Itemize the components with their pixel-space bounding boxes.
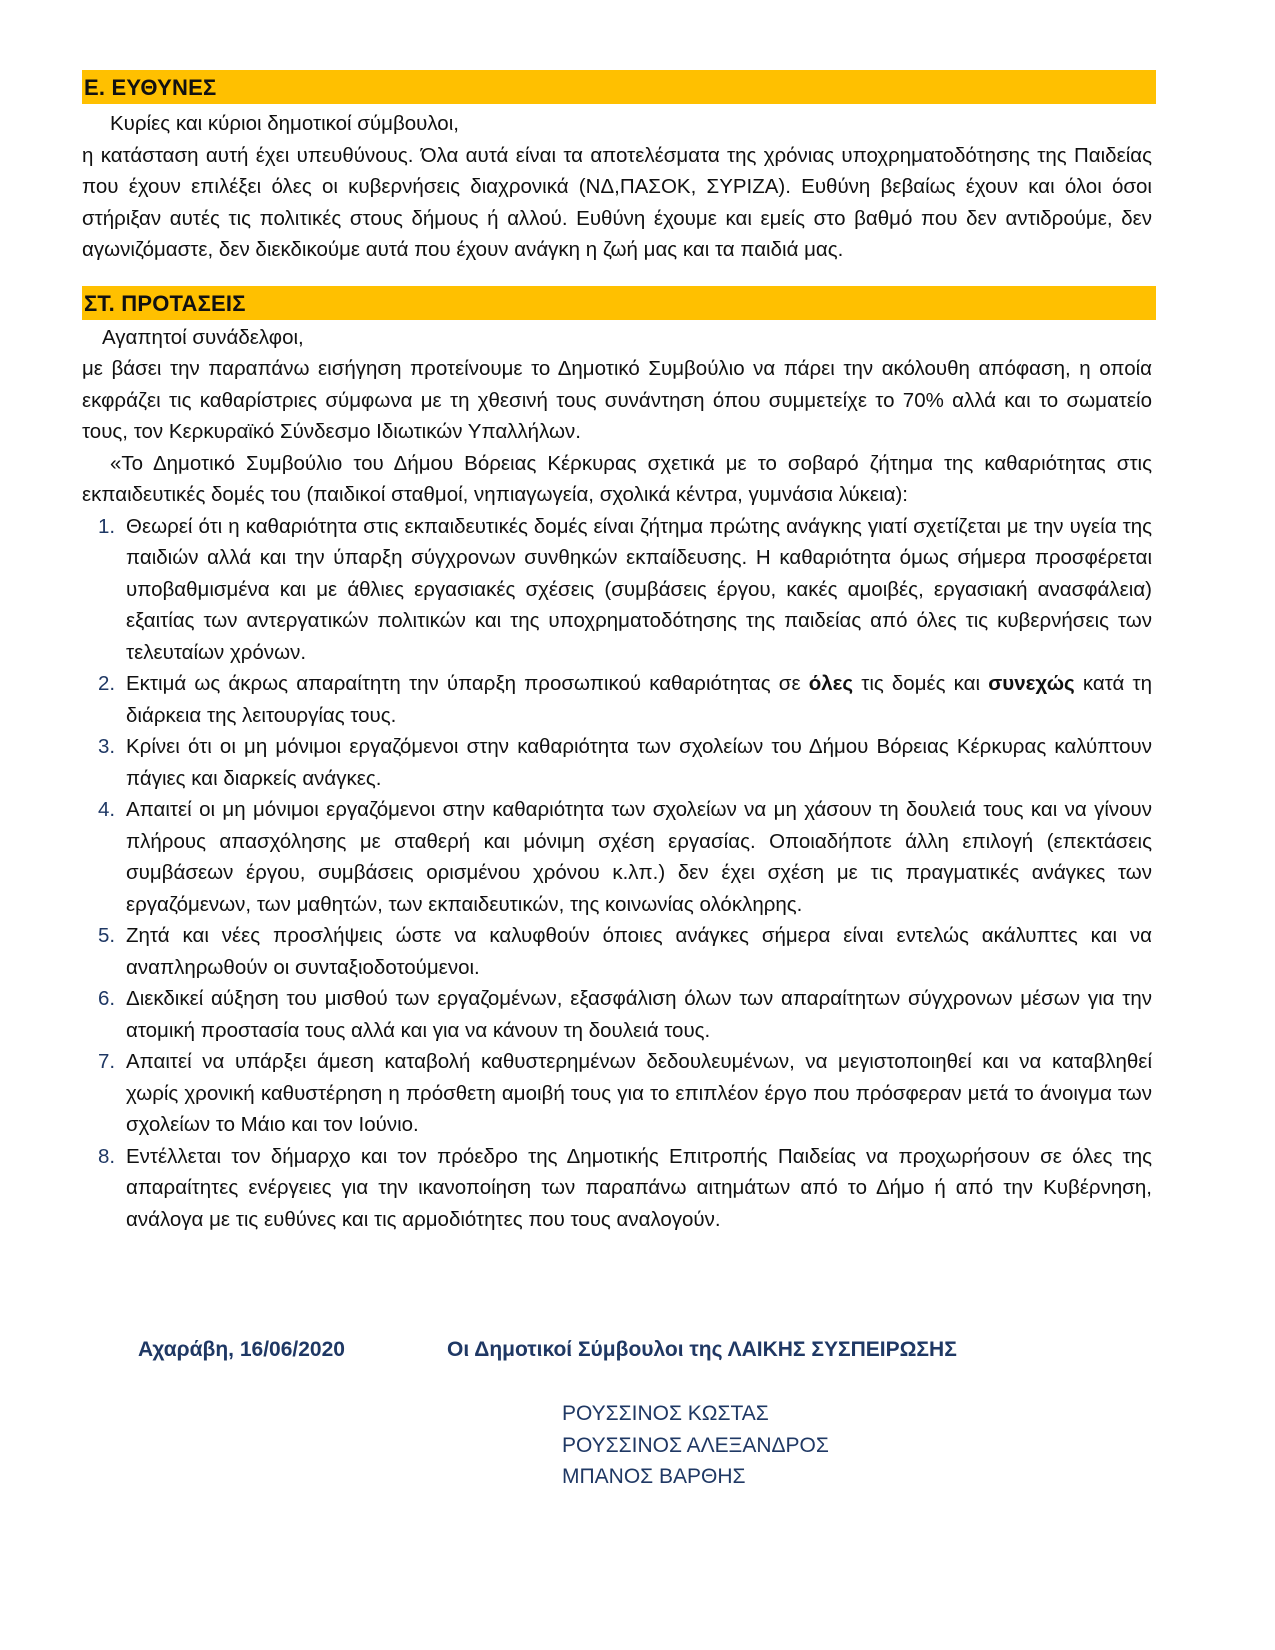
list-item	[82, 920, 1156, 983]
list-item	[82, 668, 1156, 731]
list-item-text: Απαιτεί οι μη μόνιμοι εργαζόμενοι στην καθαριότητα των σχολείων να μη χάσουν τη δουλειά τους και να γίνουν πλήρους απασχόλησης με σταθερή και μόνιμη σχέση εργασίας. Οποιαδήποτε άλλη επιλογή (επεκτάσεις συμβάσεων έργου, συμβάσεις ορισμένου χρόνου κ.λπ.) δεν έχει σχέση με τις πραγματικές ανάγκες των εργαζόμενων, των μαθητών, των εκπαιδευτικών, της κοινωνίας ολόκληρης.	[126, 798, 1152, 916]
list-number: 5.	[98, 924, 116, 947]
list-item	[82, 731, 1156, 794]
list-item	[82, 794, 1156, 920]
list-item-text-part: κατά τη διάρκεια της λειτουργίας τους.	[126, 672, 1152, 727]
spacer	[82, 266, 1156, 286]
resolution-intro-paragraph: «Το Δημοτικό Συμβούλιο του Δήμου Βόρειας Κέρκυρας σχετικά με το σοβαρό ζήτημα της καθαριότητας στις εκπαιδευτικές δομές του (παιδικοί σταθμοί, νηπιαγωγεία, σχολικά κέντρα, γυμνάσια λύκεια):	[82, 451, 1152, 506]
document-page	[82, 70, 1156, 1235]
salutation-councillors: Κυρίες και κύριοι δημοτικοί σύμβουλοι,	[110, 112, 459, 135]
list-number: 6.	[98, 987, 116, 1010]
salutation-colleagues: Αγαπητοί συνάδελφοι,	[102, 325, 304, 349]
section-header-responsibilities: Ε. ΕΥΘΥΝΕΣ	[82, 70, 1156, 104]
signatory-name: ΡΟΥΣΣΙΝΟΣ ΑΛΕΞΑΝΔΡΟΣ	[562, 1433, 829, 1457]
list-item-text: Απαιτεί να υπάρξει άμεση καταβολή καθυστερημένων δεδουλευμένων, να μεγιστοποιηθεί και να καταβληθεί χωρίς χρονική καθυστέρηση η πρόσθετη αμοιβή τους για το επιπλέον έργο που πρόσφεραν μετά το άνοιγμα των σχολείων το Μάιο και τον Ιούνιο.	[126, 1050, 1152, 1136]
place-date: Αχαράβη, 16/06/2020	[138, 1338, 345, 1361]
list-number: 8.	[98, 1144, 116, 1168]
list-item-text: Διεκδικεί αύξηση του μισθού των εργαζομένων, εξασφάλιση όλων των απαραίτητων σύγχρονων μέσων για την ατομική προστασία τους αλλά και για να κάνουν τη δουλειά τους.	[126, 987, 1152, 1042]
list-item-text: Κρίνει ότι οι μη μόνιμοι εργαζόμενοι στην καθαριότητα των σχολείων του Δήμου Βόρειας Κέρκυρας καλύπτουν πάγιες και διαρκείς ανάγκες.	[126, 735, 1152, 790]
proposals-intro-paragraph: με βάσει την παραπάνω εισήγηση προτείνουμε το Δημοτικό Συμβούλιο να πάρει την ακόλουθη απόφαση, η οποία εκφράζει τις καθαρίστριες σύμφωνα με τη χθεσινή τους συνάντηση όπου συμμετείχε το 70% αλλά και το σωματείο τους, τον Κερκυραϊκό Σύνδεσμο Ιδιωτικών Υπαλλήλων.	[82, 357, 1152, 443]
signatory-name: ΡΟΥΣΣΙΝΟΣ ΚΩΣΤΑΣ	[562, 1402, 769, 1425]
list-item	[82, 1046, 1156, 1141]
list-item	[82, 983, 1156, 1046]
list-number: 3.	[98, 735, 116, 758]
list-number: 1.	[98, 514, 116, 538]
signatory-names	[562, 1398, 829, 1493]
signatory-group: Οι Δημοτικοί Σύμβουλοι της ΛΑΙΚΗΣ ΣΥΣΠΕΙΡΩΣΗΣ	[447, 1338, 957, 1361]
list-number: 2.	[98, 672, 116, 695]
list-item-text	[126, 668, 1156, 731]
list-item	[82, 511, 1156, 669]
section-header-proposals: ΣΤ. ΠΡΟΤΑΣΕΙΣ	[82, 286, 1156, 320]
signatory-name: ΜΠΑΝΟΣ ΒΑΡΘΗΣ	[562, 1465, 746, 1488]
list-item-text: Θεωρεί ότι η καθαριότητα στις εκπαιδευτικές δομές είναι ζήτημα πρώτης ανάγκης γιατί σχετίζεται με την υγεία της παιδιών αλλά και την ύπαρξη σύγχρονων συνθηκών εκπαίδευσης. Η καθαριότητα όμως σήμερα προσφέρεται υποβαθμισμένα και με άθλιες εργασιακές σχέσεις (συμβάσεις έργου, κακές αμοιβές, εργασιακή ανασφάλεια) εξαιτίας των αντεργατικών πολιτικών και της υποχρηματοδότησης της παιδείας από όλες τις κυβερνήσεις των τελευταίων χρόνων.	[126, 514, 1152, 664]
list-number: 7.	[98, 1050, 116, 1073]
list-item-text: Εντέλλεται τον δήμαρχο και τον πρόεδρο της Δημοτικής Επιτροπής Παιδείας να προχωρήσουν σε όλες της απαραίτητες ενέργειες για την ικανοποίηση των παραπάνω αιτημάτων από το Δήμο ή από την Κυβέρνηση, ανάλογα με τις ευθύνες και τις αρμοδιότητες που τους αναλογούν.	[126, 1144, 1152, 1231]
list-number: 4.	[98, 798, 116, 821]
resolution-list	[82, 511, 1156, 1236]
list-item-text-part: τις δομές και	[853, 672, 989, 695]
list-item-text-part: Εκτιμά ως άκρως απαραίτητη την ύπαρξη προσωπικού καθαριότητας σε	[126, 672, 809, 695]
list-item	[82, 1141, 1156, 1236]
emphasis-continuously: συνεχώς	[988, 672, 1075, 695]
responsibilities-paragraph: η κατάσταση αυτή έχει υπευθύνους. Όλα αυτά είναι τα αποτελέσματα της χρόνιας υποχρηματοδότησης της Παιδείας που έχουν επιλέξει όλες οι κυβερνήσεις διαχρονικά (ΝΔ,ΠΑΣΟΚ, ΣΥΡΙΖΑ). Ευθύνη βεβαίως έχουν και όλοι όσοι στήριξαν αυτές τις πολιτικές στους δήμους ή αλλού. Ευθύνη έχουμε και εμείς στο βαθμό που δεν αντιδρούμε, δεν αγωνιζόμαστε, δεν διεκδικούμε αυτά που έχουν ανάγκη η ζωή μας και τα παιδιά μας.	[82, 143, 1152, 261]
list-item-text: Ζητά και νέες προσλήψεις ώστε να καλυφθούν όποιες ανάγκες σήμερα είναι εντελώς ακάλυπτες και να αναπληρωθούν οι συνταξιοδοτούμενοι.	[126, 924, 1152, 979]
emphasis-all: όλες	[808, 672, 854, 695]
